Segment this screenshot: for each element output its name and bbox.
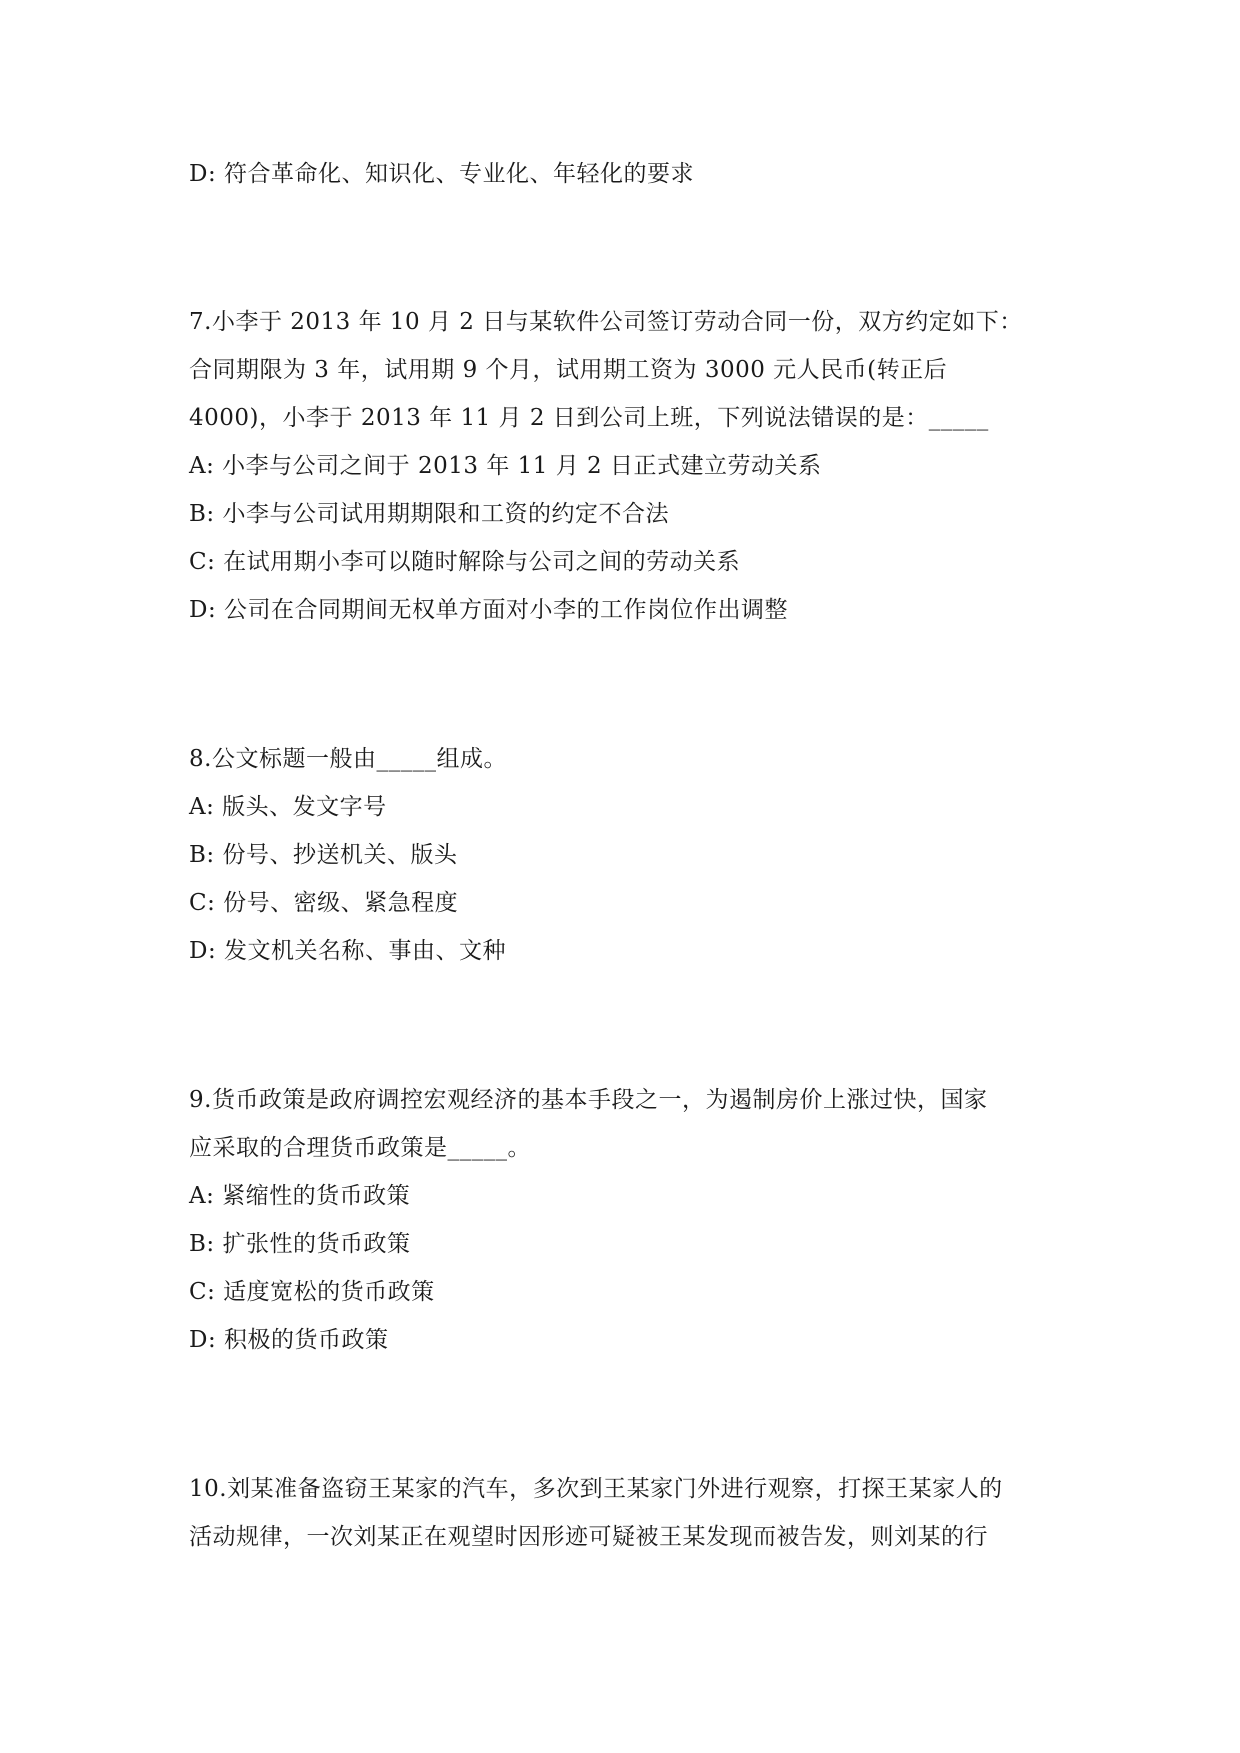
q10-stem-line-1: 10.刘某准备盗窃王某家的汽车，多次到王某家门外进行观察，打探王某家人的: [189, 1476, 1003, 1502]
q9-stem-line-1: 9.货币政策是政府调控宏观经济的基本手段之一，为遏制房价上涨过快，国家: [189, 1087, 988, 1113]
q7-option-b: B: 小李与公司试用期期限和工资的约定不合法: [189, 501, 669, 527]
q8-option-a: A: 版头、发文字号: [189, 794, 387, 820]
q7-stem-line-3: 4000)，小李于 2013 年 11 月 2 日到公司上班，下列说法错误的是：_____: [189, 405, 989, 431]
q10-stem-line-2: 活动规律，一次刘某正在观望时因形迹可疑被王某发现而被告发，则刘某的行: [189, 1524, 988, 1550]
q8-option-d: D: 发文机关名称、事由、文种: [189, 938, 507, 964]
q8-option-b: B: 份号、抄送机关、版头: [189, 842, 458, 868]
q7-stem-line-2: 合同期限为 3 年，试用期 9 个月，试用期工资为 3000 元人民币(转正后: [189, 357, 948, 383]
q7-option-c: C: 在试用期小李可以随时解除与公司之间的劳动关系: [189, 549, 741, 575]
q9-option-c: C: 适度宽松的货币政策: [189, 1279, 435, 1305]
q9-stem-line-2: 应采取的合理货币政策是_____。: [189, 1135, 531, 1161]
q8-option-c: C: 份号、密级、紧急程度: [189, 890, 459, 916]
q9-option-b: B: 扩张性的货币政策: [189, 1231, 411, 1257]
q7-option-a: A: 小李与公司之间于 2013 年 11 月 2 日正式建立劳动关系: [189, 453, 822, 479]
q6-option-d: D: 符合革命化、知识化、专业化、年轻化的要求: [189, 161, 695, 187]
q9-option-a: A: 紧缩性的货币政策: [189, 1183, 411, 1209]
q7-option-d: D: 公司在合同期间无权单方面对小李的工作岗位作出调整: [189, 597, 789, 623]
q7-stem-line-1: 7.小李于 2013 年 10 月 2 日与某软件公司签订劳动合同一份，双方约定如下：: [189, 309, 1023, 335]
q9-option-d: D: 积极的货币政策: [189, 1327, 389, 1353]
q8-stem-line-1: 8.公文标题一般由_____组成。: [189, 746, 507, 772]
